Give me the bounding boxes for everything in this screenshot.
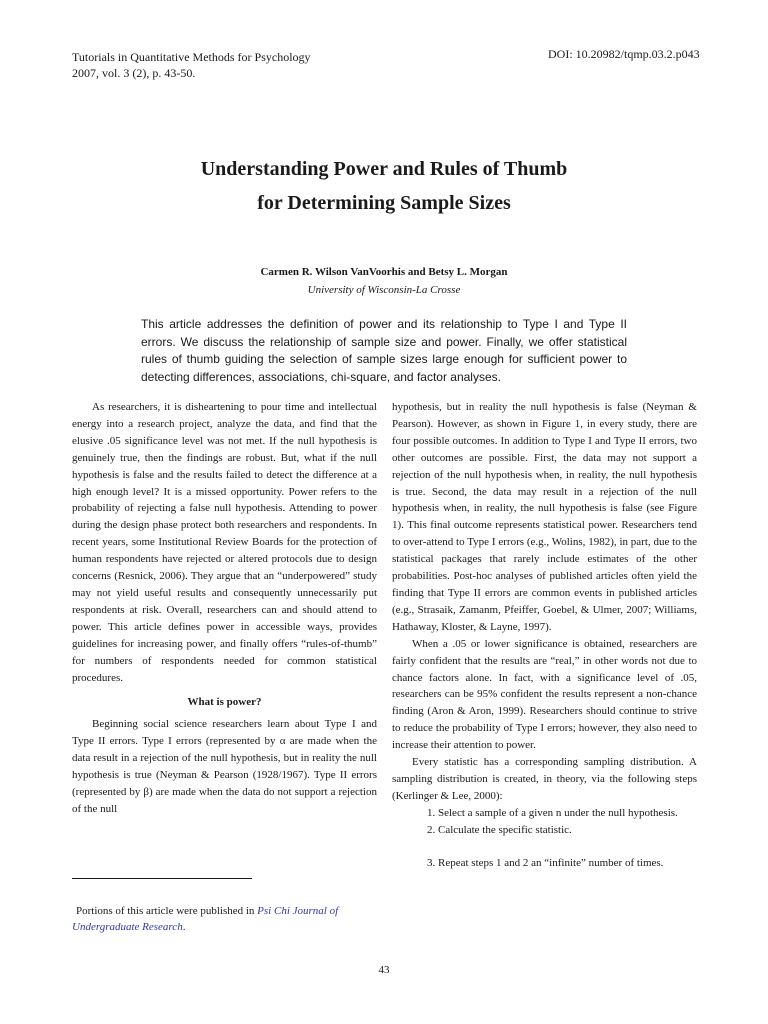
footnote-divider: [72, 878, 252, 879]
page-number: 43: [378, 964, 390, 976]
right-column: [392, 399, 697, 871]
authors: Carmen R. Wilson VanVoorhis and Betsy L. Morgan: [260, 266, 508, 278]
footnote-text: Portions of this article were published in: [76, 905, 258, 917]
list-item: 1. Select a sample of a given n under the null hypothesis.: [438, 805, 697, 822]
paragraph: Every statistic has a corresponding sampling distribution. A sampling distribution is created, in theory, via the following steps (Kerlinger & Lee, 2000):: [392, 756, 697, 802]
footnote-end: .: [182, 921, 186, 933]
list-item: 3. Repeat steps 1 and 2 an “infinite” number of times.: [438, 855, 697, 872]
left-column: [72, 399, 377, 818]
doi: DOI: 10.20982/tqmp.03.2.p043: [548, 47, 700, 61]
journal-name: Tutorials in Quantitative Methods for Psychology: [72, 50, 311, 64]
journal-citation: [72, 49, 311, 81]
intro-paragraph: As researchers, it is disheartening to pour time and intellectual energy into a research project, analyze the data, and find that the elusive .05 significance level was not met. If the null hypothesis is genuinely true, then the findings are robust. But, what if the null hypothesis is false and the results failed to detect the difference at a high enough level? It is a missed opportunity. Power refers to the probability of rejecting a false null hypothesis. Attending to power during the design phase protect both researchers and respondents. In recent years, some Institutional Review Boards for the protection of human respondents have rejected or altered protocols due to design concerns (Resnick, 2006). They argue that an “underpowered” study may not yield useful results and consequently unnecessarily put respondents at risk. Overall, researchers can and should attend to power. This article defines power in accessible ways, provides guidelines for increasing power, and finally offers “rules-of-thumb” for numbers of respondents needed for common statistical procedures.: [72, 401, 377, 684]
paragraph: Beginning social science researchers learn about Type I and Type II errors. Type I errors (represented by α are made when the data result in a rejection of the null hypothesis, but in reality the null hypothesis is true (Neyman & Pearson (1928/1967). Type II errors (represented by β) are made when the data do not support a rejection of the null: [72, 718, 377, 815]
steps-list: [392, 805, 697, 872]
paragraph: hypothesis, but in reality the null hypothesis is false (Neyman & Pearson). However, as shown in Figure 1, in every study, there are four possible outcomes. In addition to Type I and Type II errors, two other outcomes are possible. First, the data may not support a rejection of the null hypothesis when, in reality, the null hypothesis is true. Second, the data may result in a rejection of the null hypothesis when, in reality, the null hypothesis is false (see Figure 1). This final outcome represents statistical power. Researchers tend to over-attend to Type I errors (e.g., Wolins, 1982), in part, due to the statistical packages that rarely include estimates of the other probabilities. Post-hoc analyses of published articles often yield the finding that Type II errors are common events in published articles (e.g., Strasaik, Zamanm, Pfeiffer, Goebel, & Ulmer, 2007; Williams, Hathaway, Kloster, & Layne, 1997).: [392, 401, 697, 633]
section-heading: What is power?: [187, 696, 262, 709]
footnote: [72, 903, 378, 935]
article-title: [0, 152, 768, 220]
abstract: This article addresses the definition of power and its relationship to Type I and Type II errors. We discuss the relationship of sample size and power. Finally, we offer statistical rules of thumb guiding the selection of sample sizes large enough for sufficient power to detecting differences, associations, chi-square, and factor analyses.: [141, 317, 627, 384]
title-line-2: for Determining Sample Sizes: [257, 192, 511, 214]
footnote-journal: Psi Chi Journal of Undergraduate Research: [72, 905, 339, 933]
paragraph: When a .05 or lower significance is obtained, researchers are fairly confident that the results are “real,” in other words not due to chance factors alone. In fact, with a significance level of .05, researchers can be 95% confident the results represent a non-chance finding (Aron & Aron, 1999). Researchers should continue to strive to reduce the probability of Type I errors; however, they also need to increase their attention to power.: [392, 637, 697, 752]
journal-volume: 2007, vol. 3 (2), p. 43-50.: [72, 66, 196, 80]
list-item: 2. Calculate the specific statistic.: [438, 822, 697, 839]
title-line-1: Understanding Power and Rules of Thumb: [200, 158, 568, 180]
affiliation: University of Wisconsin-La Crosse: [307, 284, 461, 296]
